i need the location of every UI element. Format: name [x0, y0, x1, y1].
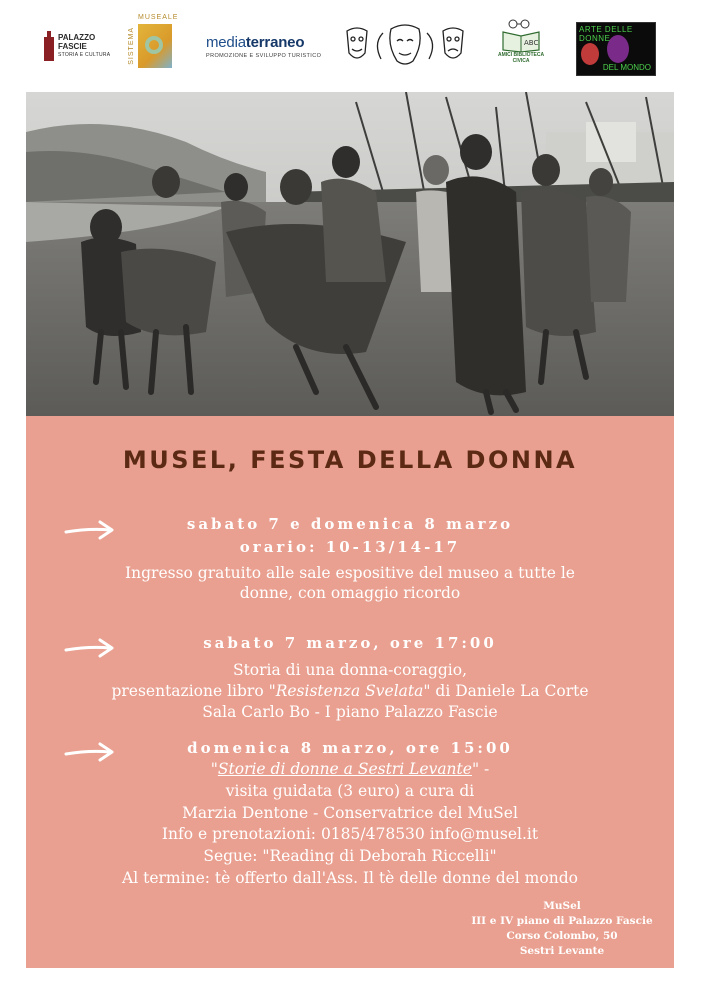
sistema-logo-vertical: SISTEMA: [128, 27, 135, 65]
block3-date: domenica 8 marzo, ore 15:00: [187, 739, 513, 757]
address-line-3: Corso Colombo, 50: [506, 930, 618, 942]
open-book-icon: [499, 18, 543, 52]
address-line-1: MuSel: [543, 900, 581, 912]
theatre-masks-logo: [343, 18, 467, 74]
mediaterraneo-logo: [206, 18, 321, 74]
book-title: Resistenza Svelata: [275, 682, 424, 700]
sistema-logo-top: MUSEALE: [138, 14, 179, 21]
palazzo-logo-line1: PALAZZO: [58, 32, 96, 42]
block1-text-2: donne, con omaggio ricordo: [239, 584, 461, 602]
block1-text-1: Ingresso gratuito alle sale espositive del museo a tutte le: [125, 564, 575, 582]
block1-hours: orario: 10-13/14-17: [239, 538, 461, 556]
palazzo-logo-line2: FASCIE: [58, 41, 87, 51]
address-line-4: Sestri Levante: [519, 945, 605, 957]
tour-title: Storie di donne a Sestri Levante: [217, 760, 472, 778]
block3-contact: Info e prenotazioni: 0185/478530 info@musel.it: [161, 825, 539, 843]
block2-date: sabato 7 marzo, ore 17:00: [203, 634, 497, 652]
biblioteca-caption-1: AMICI BIBLIOTECA: [498, 52, 545, 58]
tower-icon: [44, 31, 54, 61]
address-line-2: III e IV piano di Palazzo Fascie: [471, 915, 653, 927]
palazzo-fascie-logo: [44, 18, 110, 74]
block3-text-4: Segue: "Reading di Deborah Riccelli": [203, 847, 497, 865]
sponsor-logos: [0, 0, 702, 92]
block1-dates: sabato 7 e domenica 8 marzo: [186, 515, 514, 533]
mediaterraneo-tagline: PROMOZIONE E SVILUPPO TURISTICO: [206, 52, 322, 59]
arte-logo-bottom: DEL MONDO: [602, 63, 651, 72]
amici-biblioteca-logo: [498, 18, 544, 74]
block3-text-5: Al termine: tè offerto dall'Ass. Il tè delle donne del mondo: [122, 869, 578, 887]
sistema-museale-logo: [128, 14, 179, 74]
block3-text-3: Marzia Dentone - Conservatrice del MuSel: [182, 804, 518, 822]
photo-illustration: [26, 92, 674, 416]
theatre-masks-icon: [343, 23, 467, 69]
block2-text-3: Sala Carlo Bo - I piano Palazzo Fascie: [202, 703, 498, 721]
block3-text-2: visita guidata (3 euro) a cura di: [225, 782, 475, 800]
museum-address: [462, 899, 662, 959]
event-panel: [26, 416, 674, 968]
block2-text-1: Storia di una donna-coraggio,: [232, 661, 468, 679]
svg-text:ABC: ABC: [524, 39, 539, 47]
event-title: MUSEL, FESTA DELLA DONNA: [122, 446, 578, 474]
mediaterraneo-name-light: media: [206, 33, 246, 51]
palazzo-logo-line3: STORIA E CULTURA: [58, 51, 111, 58]
arte-delle-donne-logo: [576, 22, 656, 76]
mediaterraneo-name-bold: terraneo: [245, 33, 305, 51]
block3-text-1: "Storie di donne a Sestri Levante" -: [210, 760, 490, 778]
vintage-photo-children-dancing: [26, 92, 674, 416]
ring-icon: [145, 36, 163, 54]
arte-logo-top: ARTE DELLE DONNE: [579, 25, 633, 43]
block2-text-2: presentazione libro "Resistenza Svelata" di Daniele La Corte: [111, 682, 589, 700]
face-icon: [581, 43, 599, 65]
biblioteca-caption-2: CIVICA: [512, 58, 530, 64]
